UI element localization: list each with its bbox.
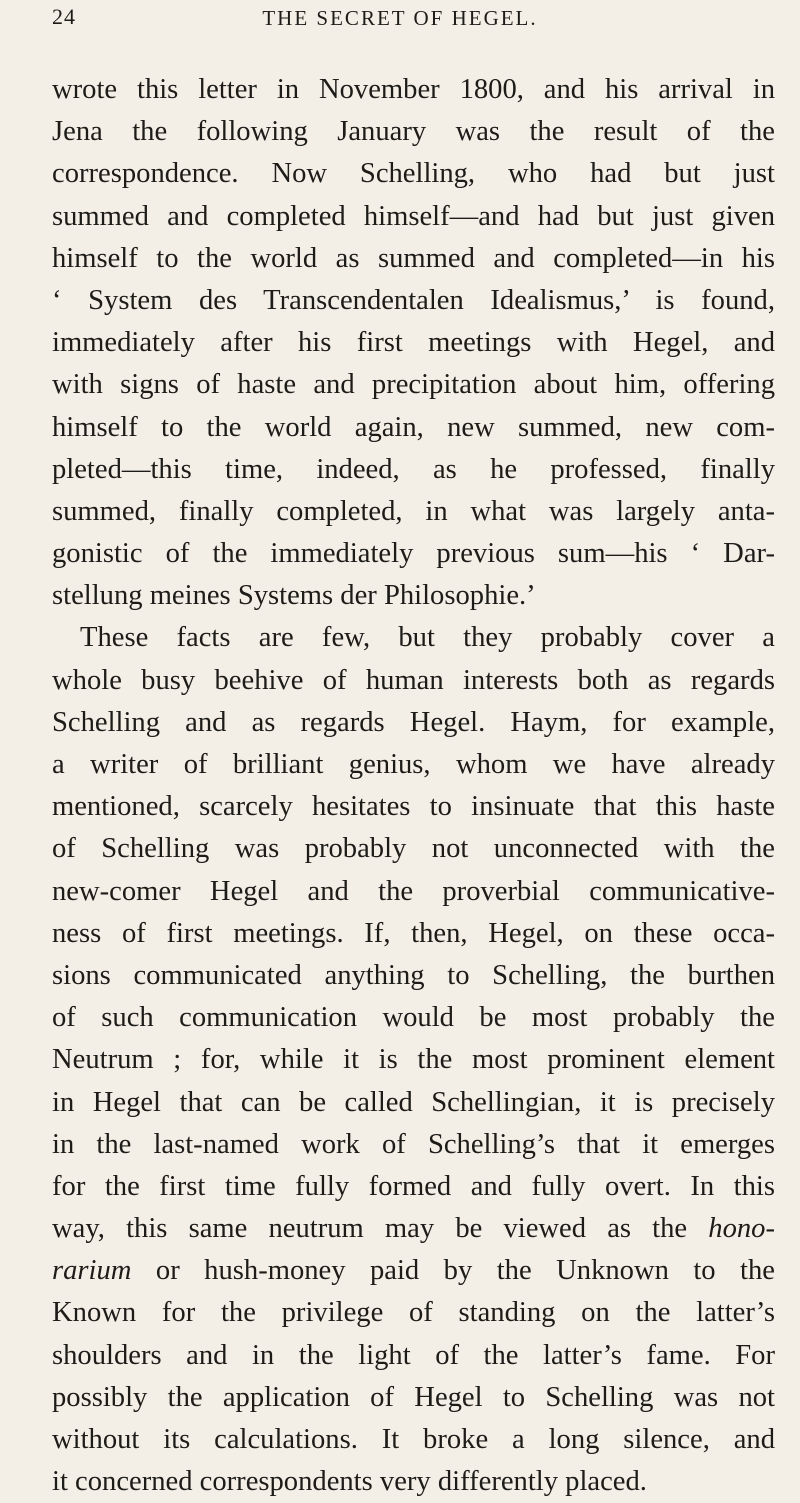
text-segment: summed, finally completed, in what was largely anta- xyxy=(52,495,775,527)
text-line xyxy=(52,1335,775,1377)
text-segment: new-comer Hegel and the proverbial communicative- xyxy=(52,875,775,907)
text-segment: possibly the application of Hegel to Schelling was not xyxy=(52,1381,775,1413)
text-segment: himself to the world again, new summed, new com- xyxy=(52,411,775,443)
text-segment: Neutrum ; for, while it is the most prominent element xyxy=(52,1044,775,1076)
text-segment: with signs of haste and precipitation about him, offering xyxy=(52,369,775,401)
text-line xyxy=(52,1082,775,1124)
text-line xyxy=(52,69,775,111)
text-segment: ness of first meetings. If, then, Hegel, on these occa- xyxy=(52,917,775,949)
text-line xyxy=(52,153,775,195)
text-line xyxy=(52,786,775,828)
text-line xyxy=(52,238,775,280)
text-segment: for the first time fully formed and fully overt. In this xyxy=(52,1170,775,1202)
body-text xyxy=(52,69,775,1503)
text-segment: correspondence. Now Schelling, who had but just xyxy=(52,158,775,190)
text-segment: Schelling and as regards Hegel. Haym, for example, xyxy=(52,706,775,738)
text-line xyxy=(52,533,775,575)
text-line xyxy=(52,1461,775,1503)
text-segment: of such communication would be most probably the xyxy=(52,1002,775,1034)
page-number: 24 xyxy=(52,4,76,29)
text-line xyxy=(52,575,775,617)
text-segment: way, this same neutrum may be viewed as the xyxy=(52,1213,709,1245)
text-line xyxy=(52,364,775,406)
text-line xyxy=(52,871,775,913)
text-segment: wrote this letter in November 1800, and his arrival in xyxy=(52,74,775,105)
text-line xyxy=(52,997,775,1039)
text-segment: stellung meines Systems der Philosophie.’ xyxy=(52,580,536,612)
text-segment: in Hegel that can be called Schellingian, it is precisely xyxy=(52,1086,775,1118)
text-line xyxy=(52,1124,775,1166)
text-line xyxy=(52,491,775,533)
text-segment: mentioned, scarcely hesitates to insinuate that this haste xyxy=(52,791,775,823)
text-line xyxy=(52,660,775,702)
text-line xyxy=(52,702,775,744)
text-line xyxy=(52,744,775,786)
text-line xyxy=(52,1208,775,1250)
text-line xyxy=(52,617,775,659)
italic-text: hono- xyxy=(708,1213,775,1245)
text-line xyxy=(52,913,775,955)
running-head: THE SECRET OF HEGEL. xyxy=(262,6,538,30)
text-segment: immediately after his first meetings with Hegel, and xyxy=(52,327,775,359)
text-line xyxy=(52,407,775,449)
text-line xyxy=(52,955,775,997)
text-line xyxy=(52,1039,775,1081)
text-segment: whole busy beehive of human interests both as regards xyxy=(52,664,775,696)
text-line xyxy=(52,1377,775,1419)
text-segment: ‘ System des Transcendentalen Idealismus,’ is found, xyxy=(52,284,775,316)
text-line xyxy=(52,322,775,364)
italic-text: rarium xyxy=(52,1255,132,1287)
text-segment: without its calculations. It broke a long silence, and xyxy=(52,1424,775,1455)
text-segment: pleted—this time, indeed, as he professed, finally xyxy=(52,453,775,485)
text-line xyxy=(52,1250,775,1292)
text-line xyxy=(52,449,775,491)
text-segment: gonistic of the immediately previous sum—his ‘ Dar- xyxy=(52,538,775,570)
text-segment: shoulders and in the light of the latter’s fame. For xyxy=(52,1339,775,1371)
text-segment: Jena the following January was the result of the xyxy=(52,116,775,148)
text-line xyxy=(52,280,775,322)
text-segment: or hush-money paid by the Unknown to the xyxy=(131,1255,775,1287)
text-segment: summed and completed himself—and had but just given xyxy=(52,200,775,232)
text-segment: of Schelling was probably not unconnected with the xyxy=(52,833,775,865)
text-line xyxy=(52,1166,775,1208)
text-segment: in the last-named work of Schelling’s that it emerges xyxy=(52,1128,775,1160)
text-segment: a writer of brilliant genius, whom we have already xyxy=(52,749,775,780)
text-line xyxy=(52,111,775,153)
text-line xyxy=(52,828,775,870)
text-segment: himself to the world as summed and completed—in his xyxy=(52,242,775,274)
text-line xyxy=(52,1292,775,1334)
text-segment: it concerned correspondents very differently placed. xyxy=(52,1466,647,1498)
text-segment: sions communicated anything to Schelling, the burthen xyxy=(52,959,775,991)
page-header xyxy=(52,4,748,40)
text-segment: These facts are few, but they probably cover a xyxy=(80,622,775,654)
text-line xyxy=(52,196,775,238)
text-line xyxy=(52,1419,775,1461)
text-segment: Known for the privilege of standing on the latter’s xyxy=(52,1297,775,1329)
